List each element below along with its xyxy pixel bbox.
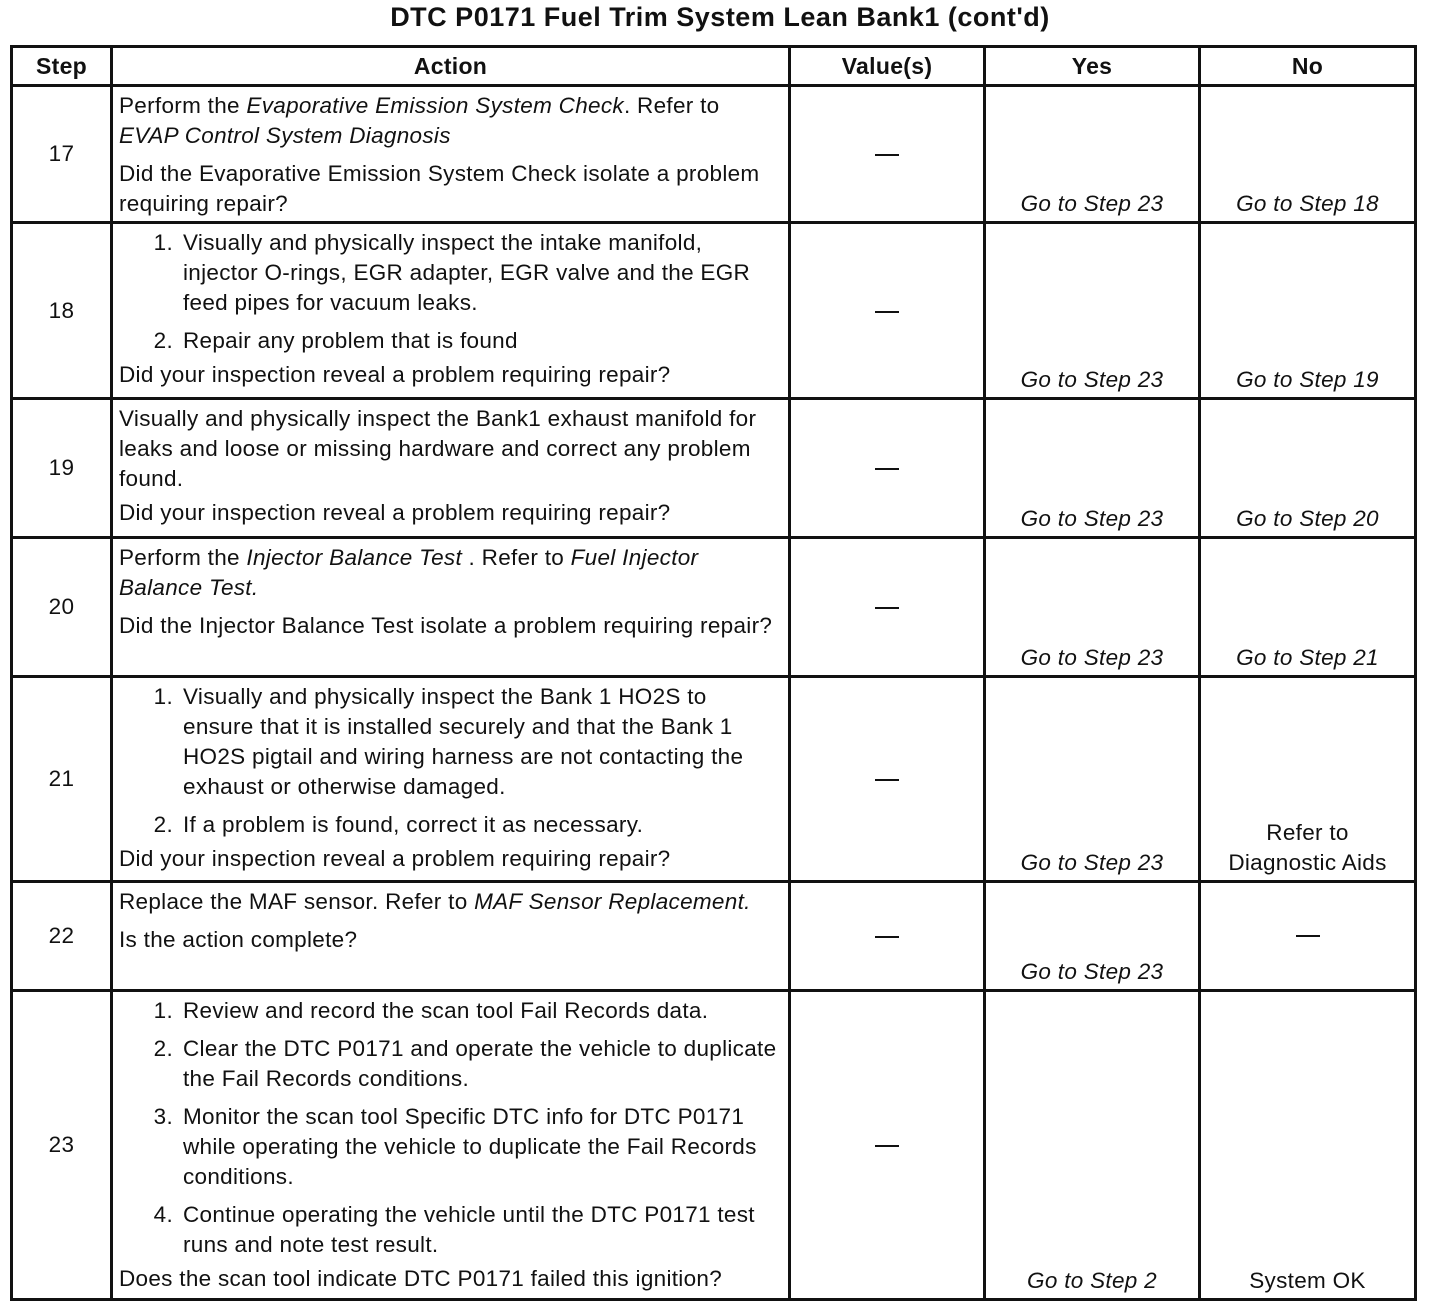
action-instruction: Perform the Injector Balance Test . Refer to Fuel Injector Balance Test.	[119, 545, 699, 600]
header-no: No	[1200, 47, 1416, 86]
value-dash	[875, 936, 899, 938]
value-cell	[790, 677, 985, 882]
action-question: Does the scan tool indicate DTC P0171 failed this ignition?	[119, 1266, 723, 1291]
action-instruction: Perform the Evaporative Emission System Check. Refer to EVAP Control System Diagnosis	[119, 93, 720, 148]
action-question: Did your inspection reveal a problem requiring repair?	[119, 846, 671, 871]
yes-cell	[985, 223, 1200, 399]
no-cell	[1200, 991, 1416, 1300]
list-item: 4. Continue operating the vehicle until the DTC P0171 test runs and note test result.	[153, 1202, 755, 1257]
header-yes: Yes	[985, 47, 1200, 86]
action-cell	[112, 538, 790, 677]
action-instruction: Replace the MAF sensor. Refer to MAF Sensor Replacement.	[119, 889, 751, 914]
page-title: DTC P0171 Fuel Trim System Lean Bank1 (cont'd)	[390, 2, 1050, 32]
procedure-reference: EVAP Control System Diagnosis	[119, 123, 451, 148]
value-cell	[790, 991, 985, 1300]
action-cell	[112, 223, 790, 399]
value-cell	[790, 399, 985, 538]
action-instruction: Visually and physically inspect the Bank1 exhaust manifold for leaks and loose or missing hardware and correct any problem found.	[119, 406, 757, 491]
step-number: 22	[12, 882, 112, 991]
table-row	[12, 991, 1416, 1300]
list-item: 2. If a problem is found, correct it as necessary.	[153, 812, 644, 837]
action-cell	[112, 399, 790, 538]
yes-goto: Go to Step 23	[1020, 850, 1164, 875]
procedure-reference: Injector Balance Test	[246, 545, 462, 570]
no-goto: Go to Step 19	[1236, 367, 1379, 392]
no-cell	[1200, 882, 1416, 991]
list-item: 2. Clear the DTC P0171 and operate the vehicle to duplicate the Fail Records conditions.	[153, 1036, 777, 1091]
value-cell	[790, 882, 985, 991]
yes-cell	[985, 538, 1200, 677]
step-number: 18	[12, 223, 112, 399]
value-cell	[790, 538, 985, 677]
header-action: Action	[112, 47, 790, 86]
list-item: 1. Review and record the scan tool Fail Records data.	[153, 998, 709, 1023]
value-cell	[790, 86, 985, 223]
yes-goto: Go to Step 23	[1020, 959, 1164, 984]
yes-cell	[985, 991, 1200, 1300]
yes-cell	[985, 677, 1200, 882]
list-item: 2. Repair any problem that is found	[153, 328, 518, 353]
action-steps	[119, 996, 782, 1260]
action-question: Did the Injector Balance Test isolate a problem requiring repair?	[119, 613, 773, 638]
no-dash	[1296, 935, 1320, 937]
no-cell	[1200, 677, 1416, 882]
yes-cell	[985, 882, 1200, 991]
value-dash	[875, 154, 899, 156]
step-number: 23	[12, 991, 112, 1300]
diagnostic-table	[10, 45, 1417, 1301]
action-cell	[112, 991, 790, 1300]
yes-goto: Go to Step 23	[1020, 645, 1164, 670]
yes-goto: Go to Step 2	[1027, 1268, 1157, 1293]
header-values: Value(s)	[790, 47, 985, 86]
action-steps	[119, 228, 782, 356]
no-cell	[1200, 223, 1416, 399]
value-dash	[875, 468, 899, 470]
no-cell	[1200, 538, 1416, 677]
yes-cell	[985, 86, 1200, 223]
no-reference: Refer to Diagnostic Aids	[1228, 820, 1387, 875]
table-row	[12, 86, 1416, 223]
yes-goto: Go to Step 23	[1020, 191, 1164, 216]
table-header-row	[12, 47, 1416, 86]
table-row	[12, 882, 1416, 991]
action-cell	[112, 677, 790, 882]
value-dash	[875, 779, 899, 781]
action-cell	[112, 882, 790, 991]
procedure-reference: MAF Sensor Replacement.	[474, 889, 751, 914]
list-item: 1. Visually and physically inspect the Bank 1 HO2S to ensure that it is installed securely and that the Bank 1 HO2S pigtail and wiring harness are not contacting the exhaust or otherwise damaged.	[153, 684, 744, 799]
action-steps	[119, 682, 782, 840]
yes-goto: Go to Step 23	[1020, 506, 1164, 531]
procedure-reference: Evaporative Emission System Check	[246, 93, 624, 118]
no-goto: Go to Step 20	[1236, 506, 1379, 531]
action-cell	[112, 86, 790, 223]
value-cell	[790, 223, 985, 399]
no-goto: Go to Step 18	[1236, 191, 1379, 216]
no-result: System OK	[1249, 1268, 1366, 1293]
yes-cell	[985, 399, 1200, 538]
no-cell	[1200, 399, 1416, 538]
step-number: 20	[12, 538, 112, 677]
action-question: Did the Evaporative Emission System Check isolate a problem requiring repair?	[119, 161, 760, 216]
action-question: Did your inspection reveal a problem requiring repair?	[119, 500, 671, 525]
step-number: 21	[12, 677, 112, 882]
table-row	[12, 223, 1416, 399]
table-row	[12, 538, 1416, 677]
action-question: Did your inspection reveal a problem requiring repair?	[119, 362, 671, 387]
yes-goto: Go to Step 23	[1020, 367, 1164, 392]
action-question: Is the action complete?	[119, 927, 358, 952]
step-number: 17	[12, 86, 112, 223]
no-cell	[1200, 86, 1416, 223]
step-number: 19	[12, 399, 112, 538]
list-item: 1. Visually and physically inspect the intake manifold, injector O-rings, EGR adapter, EGR valve and the EGR feed pipes for vacuum leaks.	[153, 230, 751, 315]
value-dash	[875, 607, 899, 609]
table-row	[12, 677, 1416, 882]
no-goto: Go to Step 21	[1236, 645, 1379, 670]
value-dash	[875, 311, 899, 313]
procedure-reference: Fuel Injector Balance Test.	[119, 545, 699, 600]
value-dash	[875, 1145, 899, 1147]
table-row	[12, 399, 1416, 538]
header-step: Step	[12, 47, 112, 86]
list-item: 3. Monitor the scan tool Specific DTC info for DTC P0171 while operating the vehicle to duplicate the Fail Records conditions.	[153, 1104, 757, 1189]
